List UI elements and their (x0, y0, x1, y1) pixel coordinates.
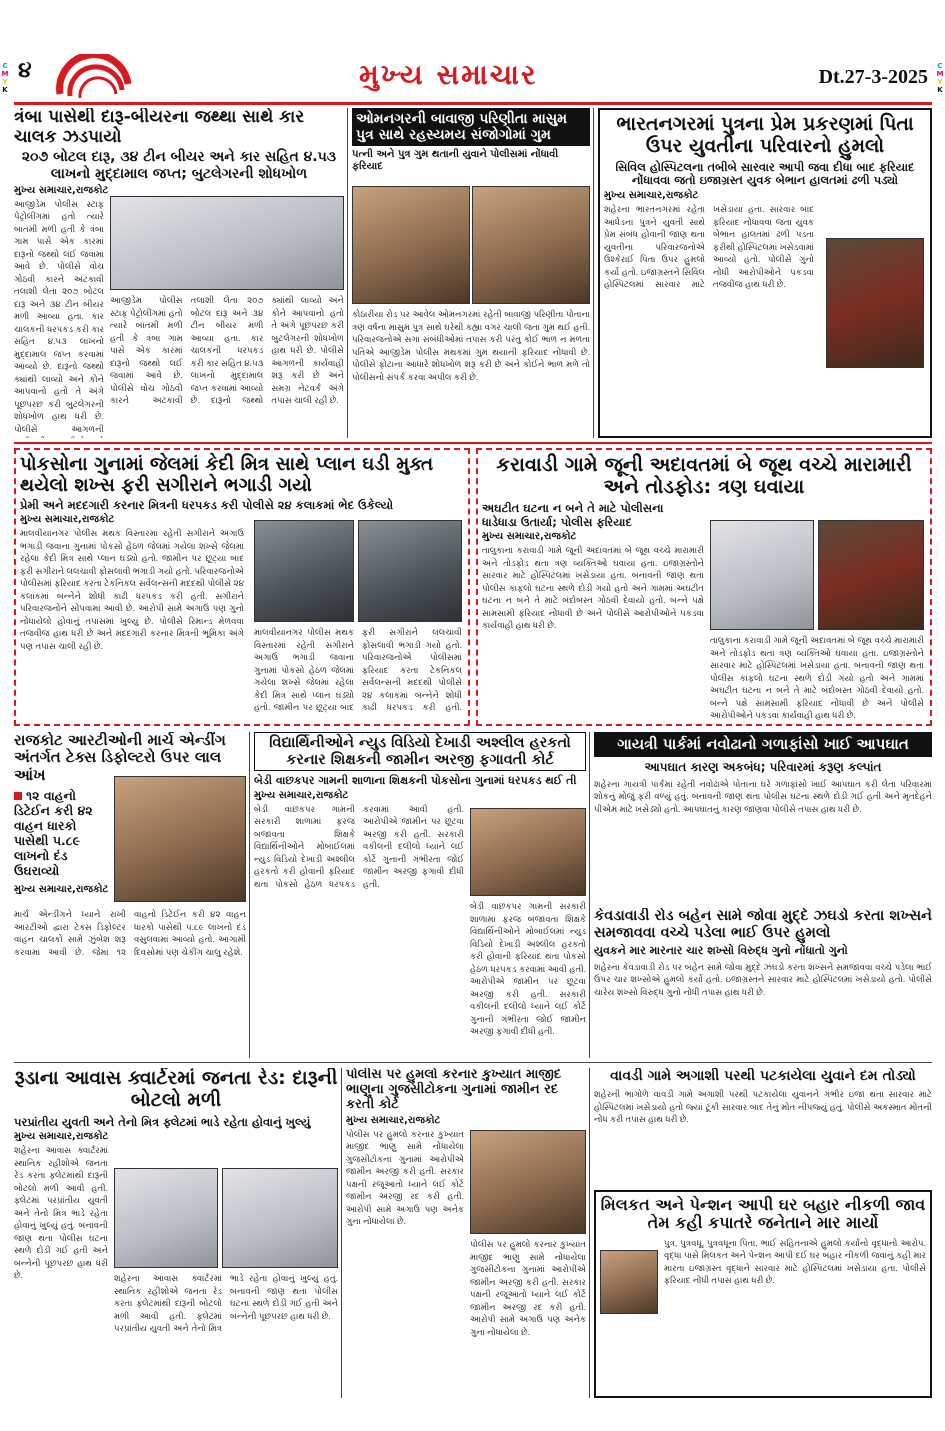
story-body: બેડી વાછકપર ગામની સરકારી શાળામાં ફરજ બજાવતા શિક્ષકે વિદ્યાર્થિનીઓને મોબાઈલમાં ન્યુડ વિડિયો દેખાડી અશ્લીલ હરકતો કરી હોવાની ફરિયાદ થતા પોકસો હેઠળ ધરપકડ કરવામાં આવી હતી. આરોપીએ જામીન પર છૂટવા અરજી કરી હતી. સરકારી વકીલની દલીલો ધ્યાને લઈ કોર્ટે ગુનાની ગંભીરતા જોઈ જામીન અરજી ફગાવી દીધી હતી. (254, 803, 464, 889)
court-gavel-photo (470, 808, 586, 896)
accused-photo-2 (358, 520, 462, 622)
headline: રાજકોટ આરટીઓની માર્ચ એન્ડીંગ અંતર્ગત ટેક્સ ડિફોલ્ટરો ઉપર લાલ આંખ (14, 732, 226, 784)
story-body-continued: તાલુકાના કરાવાડી ગામે જૂની અદાવતમાં બે જૂથ વચ્ચે મારામારી અને તોડફોડ થતા ત્રણ વ્યક્તિઓ ઘવાયા હતા. ઇજાગ્રસ્તોને સારવાર માટે હોસ્પિટલમાં ખસેડાયા હતા. બનાવની જાણ થતા પોલીસ કાફલો ઘટના સ્થળે દોડી ગયો હતો અને ગામમાં અઘટીત ઘટના ન બને તે માટે બંદોબસ્ત ગોઠવી દેવાયો હતો. બન્ને પક્ષે સામસામી ફરિયાદ નોંધાવી છે અને પોલીસે આરોપીઓને પકડવા કાર્યવાહી હાથ ધરી છે. (710, 635, 924, 720)
headline: ગાયત્રી પાર્કમાં નવોઢાનો ગળાફાંસો ખાઈ આપઘાત (617, 735, 909, 753)
registration-marks-right (935, 62, 945, 94)
story-vavdi (594, 1068, 932, 1186)
vandalised-room-photo (710, 520, 814, 630)
story-body: તાલુકાના કરાવાડી ગામે જૂની અદાવતમાં બે જૂથ વચ્ચે મારામારી અને તોડફોડ થતા ત્રણ વ્યક્તિઓ ઘવાયા હતા. ઇજાગ્રસ્તોને સારવાર માટે હોસ્પિટલમાં ખસેડાયા હતા. બનાવની જાણ થતા પોલીસ કાફલો ઘટના સ્થળે દોડી ગયો હતો અને ગામમાં અઘટીત ઘટના ન બને તે માટે બંદોબસ્ત ગોઠવી દેવાયો હતો. બન્ને પક્ષે સામસામી ફરિયાદ નોંધાવી છે અને પોલીસે આરોપીઓને પકડવા કાર્યવાહી હાથ ધરી છે. (482, 545, 704, 631)
byline: મુખ્ય સમાચાર,રાજકોટ (346, 1114, 441, 1126)
subhead-text: ૧૨ વાહનો ડિટેઈન કરી ૪૨ વાહન ધારકો પાસેથી ૫.૮૯ લાખનો દંડ ઉઘરાવ્યો (14, 787, 93, 878)
subhead: અઘટીત ઘટના ન બને તે માટે પોલીસના ધાડેધાડા ઉતાર્યા; પોલીસ ફરિયાદ (482, 500, 664, 529)
byline: મુખ્ય સમાચાર,રાજકોટ (482, 531, 577, 543)
headline: ભારતનગરમાં પુત્રના પ્રેમ પ્રકરણમાં પિતા ઉપર યુવતીના પરિવારનો હુમલો (616, 113, 914, 157)
story-body-continued: શહેરના આવાસ ક્વાર્ટરમાં સ્થાનિક રહીશોએ જનતા રેડ કરતા ફ્લેટમાંથી દારૂની બોટલો મળી આવી હતી. ફ્લેટમાં પરપ્રાંતીય યુવતી અને તેનો મિત્ર ભાડે રહેતા હોવાનું ખુલ્યું હતું. બનાવની જાણ થતા પોલીસ ઘટના સ્થળે દોડી ગઈ હતી અને બન્નેની પૂછપરછ હાથ ધરી છે. (114, 1273, 338, 1333)
headline-box (594, 732, 932, 757)
subhead (14, 788, 110, 878)
story-body-continued: બેડી વાછકપર ગામની સરકારી શાળામાં ફરજ બજાવતા શિક્ષકે વિદ્યાર્થિનીઓને મોબાઈલમાં ન્યુડ વિડિયો દેખાડી અશ્લીલ હરકતો કરી હોવાની ફરિયાદ થતા પોકસો હેઠળ ધરપકડ કરવામાં આવી હતી. આરોપીએ જામીન પર છૂટવા અરજી કરી હતી. સરકારી વકીલની દલીલો ધ્યાને લઈ કોર્ટે ગુનાની ગંભીરતા જોઈ જામીન અરજી ફગાવી દીધી હતી. (470, 901, 586, 1036)
story-teacher-pocso (254, 732, 586, 1058)
story-body: માર્ચ એન્ડીંગને ધ્યાને રાખી આરટીઓ દ્વારા ટેક્સ ડિફોલ્ટર વાહન ચાલકો સામે ઝુંબેશ શરૂ કરવામાં આવી છે. જેમાં ૧૨ વાહનો ડિટેઈન કરી ૪૨ વાહન ધારકો પાસેથી ૫.૮૯ લાખનો દંડ વસુલવામાં આવ્યો હતો. આગામી દિવસોમાં પણ ચેકીંગ ચાલુ રહેશે. (14, 909, 246, 957)
injured-victim-photo (818, 520, 924, 630)
story-body: પુત્ર, પુત્રવધૂ, પુત્રવધૂના પિતા, ભાઈ સહિતનાએ હુમલો કર્યાનો વૃદ્ધાનો આરોપ. વૃદ્ધા પાસે મિલકત અને પેન્શન આપી દઈ ઘર બહાર નીકળી જવાનું કહી માર મારતા ઇજાગ્રસ્ત વૃદ્ધાને સારવાર માટે હોસ્પિટલમાં ખસેડાયા હતા. પોલીસે ફરિયાદ નોંધી તપાસ હાથ ધરી છે. (664, 1237, 926, 1286)
headline: કરાવાડી ગામે જૂની અદાવતમાં બે જૂથ વચ્ચે મારામારી અને તોડફોડ: ત્રણ ઘવાયા (496, 453, 912, 499)
subhead: પ્રેમી અને મદદગારી કરનાર મિત્રની ધરપકડ કરી પોલીસે ૨૪ કલાકમાં ભેદ ઉકેલ્યો (20, 497, 394, 512)
subhead: આપઘાત કારણ અકબંધ; પરિવારમાં કરૂણ કલ્પાંત (644, 760, 882, 775)
story-kevdavadi (594, 908, 932, 1058)
headline: ઓમનગરની બાવાજી પરિણીતા માસુમ પુત્ર સાથે રહસ્યમય સંજોગોમાં ગુમ (356, 111, 568, 144)
subhead: સિવિલ હોસ્પિટલના તબીબે સારવાર આપી જવા દીધા બાદ ફરિયાદ નોંધાવવા જતો ઇજાગ્રસ્ત યુવક બેભાન હાલતમાં ઢળી પડ્યો (615, 159, 915, 188)
raid-photo-2 (222, 1168, 338, 1268)
story-body: આજીડેમ પોલીસ સ્ટાફ પેટ્રોલીંગમાં હતો ત્યારે બાતમી મળી હતી કે ત્રંબા ગામ પાસે એક કારમાં દારૂનો જથ્થો લઈ જવામાં આવે છે. પોલીસે વોચ ગોઠવી કારને અટકાવી તલાશી લેતા ૨૦૭ બોટલ દારૂ અને ૩૪ ટીન બીયર મળી આવ્યા હતા. કાર ચાલકની ધરપકડ કરી કાર સહિત ૪.૫૩ લાખનો મુદ્દામાલ જપ્ત કરવામાં આવ્યો છે. દારૂનો જથ્થો ક્યાંથી લાવ્યો અને કોને આપવાનો હતો તે અંગે પૂછપરછ કરી બુટલેગરની શોધખોળ હાથ ધરી છે. પોલીસે આગળની (14, 198, 104, 434)
byline: મુખ્ય સમાચાર,રાજકોટ (604, 190, 699, 202)
masthead-rule (14, 102, 932, 105)
raid-photo-1 (114, 1168, 218, 1268)
seized-liquor-photo (110, 196, 344, 290)
story-body-continued: માલવીયાનગર પોલીસ મથક વિસ્તારમાં રહેતી સગીરાને અગાઉ ભગાડી જવાના ગુનામાં પોકસો હેઠળ જેલમાં ગયેલા શખ્સે જેલમાં રહેલા કેદી મિત્ર સાથે પ્લાન ઘડ્યો હતો. જામીન પર છૂટ્યા બાદ ફરી સગીરાને લલચાવી ફોસલાવી ભગાડી ગયો હતો. પરિવારજનોએ પોલીસમાં ફરિયાદ કરતા ટેકનિકલ સર્વેલન્સની મદદથી પોલીસે ૨૪ કલાકમાં બન્નેને શોધી કાઢી ધરપકડ કરી હતી. (254, 627, 462, 712)
subhead: બેડી વાછકપર ગામની શાળાના શિક્ષકની પોકસોના ગુનામાં ધરપકડ થઈ તી (254, 774, 577, 788)
story-rto-drive (14, 732, 246, 1058)
section-title: મુખ્ય સમાચાર (359, 58, 538, 91)
story-police-attack (346, 1068, 586, 1398)
reg-c: C (2, 62, 8, 70)
headline: વાવડી ગામે અગાશી પરથી પટકાયેલા યુવાને દમ તોડ્યો (610, 1068, 916, 1084)
story-tramba-liquor (14, 108, 344, 438)
story-karavadi (476, 448, 932, 726)
masthead (14, 58, 932, 102)
rto-office-photo (114, 776, 246, 902)
story-body: કોઠારીયા રોડ પર આવેલ ઓમનગરમાં રહેતી બાવાજી પરિણીતા પોતાના ત્રણ વર્ષના માસુમ પુત્ર સાથે ઘરેથી કહ્યા વગર ચાલી જતા ગુમ થઈ હતી. પરિવારજનોએ સગા સંબંધીઓમાં તપાસ કરી પરંતુ કોઈ ભાળ ન મળતા પતિએ આજીડેમ પોલીસ મથકમાં ગુમ થયાની ફરિયાદ નોંધાવી છે. પોલીસે ફોટાના આધારે શોધખોળ શરૂ કરી છે અને કોઈને ભાળ મળે તો પોલીસનો સંપર્ક કરવા અપીલ કરી છે. (352, 309, 590, 382)
column-rule (347, 108, 348, 438)
row-rule (14, 442, 932, 444)
page-number: ૪ (18, 58, 32, 83)
column-rule (341, 1068, 342, 1398)
column-rule (593, 108, 594, 438)
column-rule (589, 1068, 590, 1398)
reg-y: Y (2, 78, 8, 86)
story-ruda-raid (14, 1068, 338, 1398)
reg-c: C (937, 62, 943, 70)
newspaper-logo-icon (54, 54, 134, 100)
story-pocso-escape (14, 448, 470, 726)
subhead: પત્ની અને પુત્ર ગુમ થતાની યુવાને પોલીસમાં નોંધાવી ફરિયાદ (352, 149, 559, 173)
reg-m: M (936, 70, 944, 78)
story-body: માલવીયાનગર પોલીસ મથક વિસ્તારમાં રહેતી સગીરાને અગાઉ ભગાડી જવાના ગુનામાં પોકસો હેઠળ જેલમાં ગયેલા શખ્સે જેલમાં રહેલા કેદી મિત્ર સાથે પ્લાન ઘડ્યો હતો. જામીન પર છૂટ્યા બાદ ફરી સગીરાને લલચાવી ફોસલાવી ભગાડી ગયો હતો. પરિવારજનોએ પોલીસમાં ફરિયાદ કરતા ટેકનિકલ સર્વેલન્સની મદદથી પોલીસે ૨૪ કલાકમાં બન્નેને શોધી કાઢી ધરપકડ કરી હતી. સગીરાને પરિવારજનોને સોંપવામાં આવી છે. આરોપી સામે અગાઉ પણ ગુનો નોંધાયેલો હોવાનું તપાસમાં ખુલ્યું છે. પોલીસે રિમાન્ડ મેળવવા તજવીજ હાથ ધરી છે અને મદદગારી કરનાર મિત્રની ભૂમિકા અંગે પણ તપાસ ચાલી રહી છે. (20, 528, 244, 651)
row-rule (14, 1062, 932, 1063)
reg-k: K (2, 86, 8, 94)
story-body: શહેરના ભારતનગરમાં રહેતા આધેડના પુત્રને યુવતી સાથે પ્રેમ સંબંધ હોવાની જાણ થતા યુવતીના પરિવારજનોએ ઉશ્કેરાઈ પિતા ઉપર હુમલો કર્યો હતો. ઇજાગ્રસ્તને સિવિલ હોસ્પિટલમાં સારવાર માટે ખસેડાયા હતા. સારવાર બાદ ફરિયાદ નોંધાવવા જતા યુવક બેભાન હાલતમાં ઢળી પડતા ફરીથી હોસ્પિટલમાં ખસેડવામાં આવ્યો હતો. પોલીસે ગુનો નોંધી આરોપીઓને પકડવા તજવીજ હાથ ધરી છે. (604, 204, 814, 290)
story-body: શહેરના કેવડાવાડી રોડ પર બહેન સામે જોવા મુદ્દે ઝઘડો કરતા શખ્સને સમજાવવા વચ્ચે પડેલા ભાઈ ઉપર ચાર શખ્સોએ હુમલો કર્યો હતો. ઇજાગ્રસ્તને સારવાર માટે હોસ્પિટલમાં ખસેડાયો હતો. પોલીસે ચારેય શખ્સો વિરુદ્ધ ગુનો નોંધી તપાસ હાથ ધરી છે. (594, 961, 932, 997)
story-omnagar-missing (352, 108, 590, 438)
byline: મુખ્ય સમાચાર,રાજકોટ (254, 789, 349, 801)
column-rule (589, 732, 590, 1058)
reg-k: K (937, 86, 943, 94)
column-rule (249, 732, 250, 1058)
headline: પોલીસ પર હુમલો કરનાર કુખ્યાત માજીદ ભાણુના ગુજસીટોકના ગુનામાં જામીન રદ કરતી કોર્ટ (346, 1068, 562, 1112)
issue-date: Dt.27-3-2025 (818, 66, 928, 88)
registration-marks-left (0, 62, 10, 94)
story-body: શહેરની ભાગોળે વાવડી ગામે અગાશી પરથી પટકાયેલા યુવાનને ગંભીર ઇજા થતા સારવાર માટે હોસ્પિટલમાં ખસેડાયો હતો જ્યાં ટૂંકી સારવાર બાદ તેનું મોત નીપજ્યું હતું. પોલીસે અકસ્માત મોતની નોંધ કરી તપાસ હાથ ધરી છે. (594, 1089, 932, 1125)
headline-box (254, 732, 586, 771)
subhead: પરપ્રાંતીય યુવતી અને તેનો મિત્ર ફ્લેટમાં ભાડે રહેતા હોવાનું ખુલ્યું (14, 1114, 311, 1129)
headline: ત્રંબા પાસેથી દારૂ-બીયરના જથ્થા સાથે કાર ચાલક ઝડપાયો (14, 108, 305, 147)
headline: વિદ્યાર્થિનીઓને ન્યુડ વિડિયો દેખાડી અશ્લીલ હરકતો કરનાર શિક્ષકની જામીન અરજી ફગાવતી કોર્ટ (269, 735, 571, 768)
headline: મિલકત અને પેન્શન આપી ઘર બહાર નીકળી જાવ તેમ કહી કપાતરે જનેતાને માર માર્યો (600, 1195, 926, 1233)
subhead: યુવકને માર મારનાર ચાર શખ્સો વિરુદ્ધ ગુનો નોંધાતો ગુનો (594, 944, 848, 958)
story-body: શહેરના ગાયત્રી પાર્કમાં રહેતી નવોઢાએ પોતાના ઘરે ગળાફાંસો ખાઈ આપઘાત કરી લેતા પરિવારમાં શોકનું મોજું ફરી વળ્યું હતું. બનાવની જાણ થતા પોલીસ ઘટના સ્થળે દોડી ગઈ હતી અને મૃતદેહને પીએમ માટે ખસેડ્યો હતો. આપઘાતનું કારણ જાણવા પોલીસે તપાસ હાથ ધરી છે. (594, 778, 932, 814)
byline: મુખ્ય સમાચાર,રાજકોટ (14, 184, 109, 196)
elderly-woman-photo (600, 1250, 658, 1314)
accused-photo-1 (254, 520, 354, 622)
subhead: ૨૦૭ બોટલ દારૂ, ૩૪ ટીન બીયર અને કાર સહિત ૪.૫૩ લાખનો મુદ્દામાલ જપ્ત; બુટલેગરની શોધખોળ (21, 149, 337, 182)
byline: મુખ્ય સમાચાર,રાજકોટ (14, 1131, 109, 1143)
story-body: શહેરના આવાસ ક્વાર્ટરમાં સ્થાનિક રહીશોએ જનતા રેડ કરતા ફ્લેટમાંથી દારૂની બોટલો મળી આવી હતી. ફ્લેટમાં પરપ્રાંતીય યુવતી અને તેનો મિત્ર ભાડે રહેતા હોવાનું ખુલ્યું હતું. બનાવની જાણ થતા પોલીસ ઘટના સ્થળે દોડી ગઈ હતી અને બન્નેની પૂછપરછ હાથ ધરી છે. (14, 1145, 108, 1281)
story-gayatri-park (594, 732, 932, 902)
headline: રૂડાના આવાસ ક્વાર્ટરમાં જનતા રેડ: દારૂની બોટલો મળી (14, 1068, 338, 1111)
story-bharatnagar (598, 108, 932, 438)
story-body: પોલીસ પર હુમલો કરનાર કુખ્યાત માજીદ ભાણુ સામે નોંધાયેલા ગુજસીટોકના ગુનામાં આરોપીએ જામીન અરજી કરી હતી. સરકાર પક્ષની રજૂઆતો ધ્યાને લઈ કોર્ટે જામીન અરજી રદ કરી હતી. આરોપી સામે અગાઉ પણ અનેક ગુના નોંધાયેલા છે. (346, 1128, 464, 1227)
reg-y: Y (937, 78, 943, 86)
injured-man-photo (826, 238, 924, 368)
headline: પોકસોના ગુનામાં જેલમાં કેદી મિત્ર સાથે પ્લાન ઘડી મુક્ત થયેલો શખ્સ ફરી સગીરાને ભગાડી ગયો (20, 454, 434, 497)
byline: મુખ્ય સમાચાર,રાજકોટ (14, 883, 109, 895)
story-body-continued: પોલીસ પર હુમલો કરનાર કુખ્યાત માજીદ ભાણુ સામે નોંધાયેલા ગુજસીટોકના ગુનામાં આરોપીએ જામીન અરજી કરી હતી. સરકાર પક્ષની રજૂઆતો ધ્યાને લઈ કોર્ટે જામીન અરજી રદ કરી હતી. આરોપી સામે અગાઉ પણ અનેક ગુના નોંધાયેલા છે. (470, 1239, 586, 1337)
missing-woman-photo (352, 186, 470, 304)
headline: કેવડાવાડી રોડ બહેન સામે જોવા મુદ્દે ઝઘડો કરતા શખ્સને સમજાવવા વચ્ચે પડેલા ભાઈ ઉપર હુમલો (594, 908, 932, 941)
reg-m: M (1, 70, 9, 78)
accused-photo (470, 1130, 586, 1234)
byline: મુખ્ય સમાચાર,રાજકોટ (20, 514, 115, 526)
story-pension (594, 1190, 932, 1398)
headline-box (352, 108, 590, 146)
kicker-marker (14, 792, 22, 800)
story-body-continued: આજીડેમ પોલીસ સ્ટાફ પેટ્રોલીંગમાં હતો ત્યારે બાતમી મળી હતી કે ત્રંબા ગામ પાસે એક કારમાં દારૂનો જથ્થો લઈ જવામાં આવે છે. પોલીસે વોચ ગોઠવી કારને અટકાવી તલાશી લેતા ૨૦૭ બોટલ દારૂ અને ૩૪ ટીન બીયર મળી આવ્યા હતા. કાર ચાલકની ધરપકડ કરી કાર સહિત ૪.૫૩ લાખનો મુદ્દામાલ જપ્ત કરવામાં આવ્યો છે. દારૂનો જથ્થો ક્યાંથી લાવ્યો અને કોને આપવાનો હતો તે અંગે પૂછપરછ કરી બુટલેગરની શોધખોળ હાથ ધરી છે. પોલીસે આગળની કાર્યવાહી શરૂ કરી છે અને સમગ્ર નેટવર્ક અંગે તપાસ ચાલી રહી છે. (110, 295, 344, 405)
missing-child-photo (472, 186, 590, 304)
